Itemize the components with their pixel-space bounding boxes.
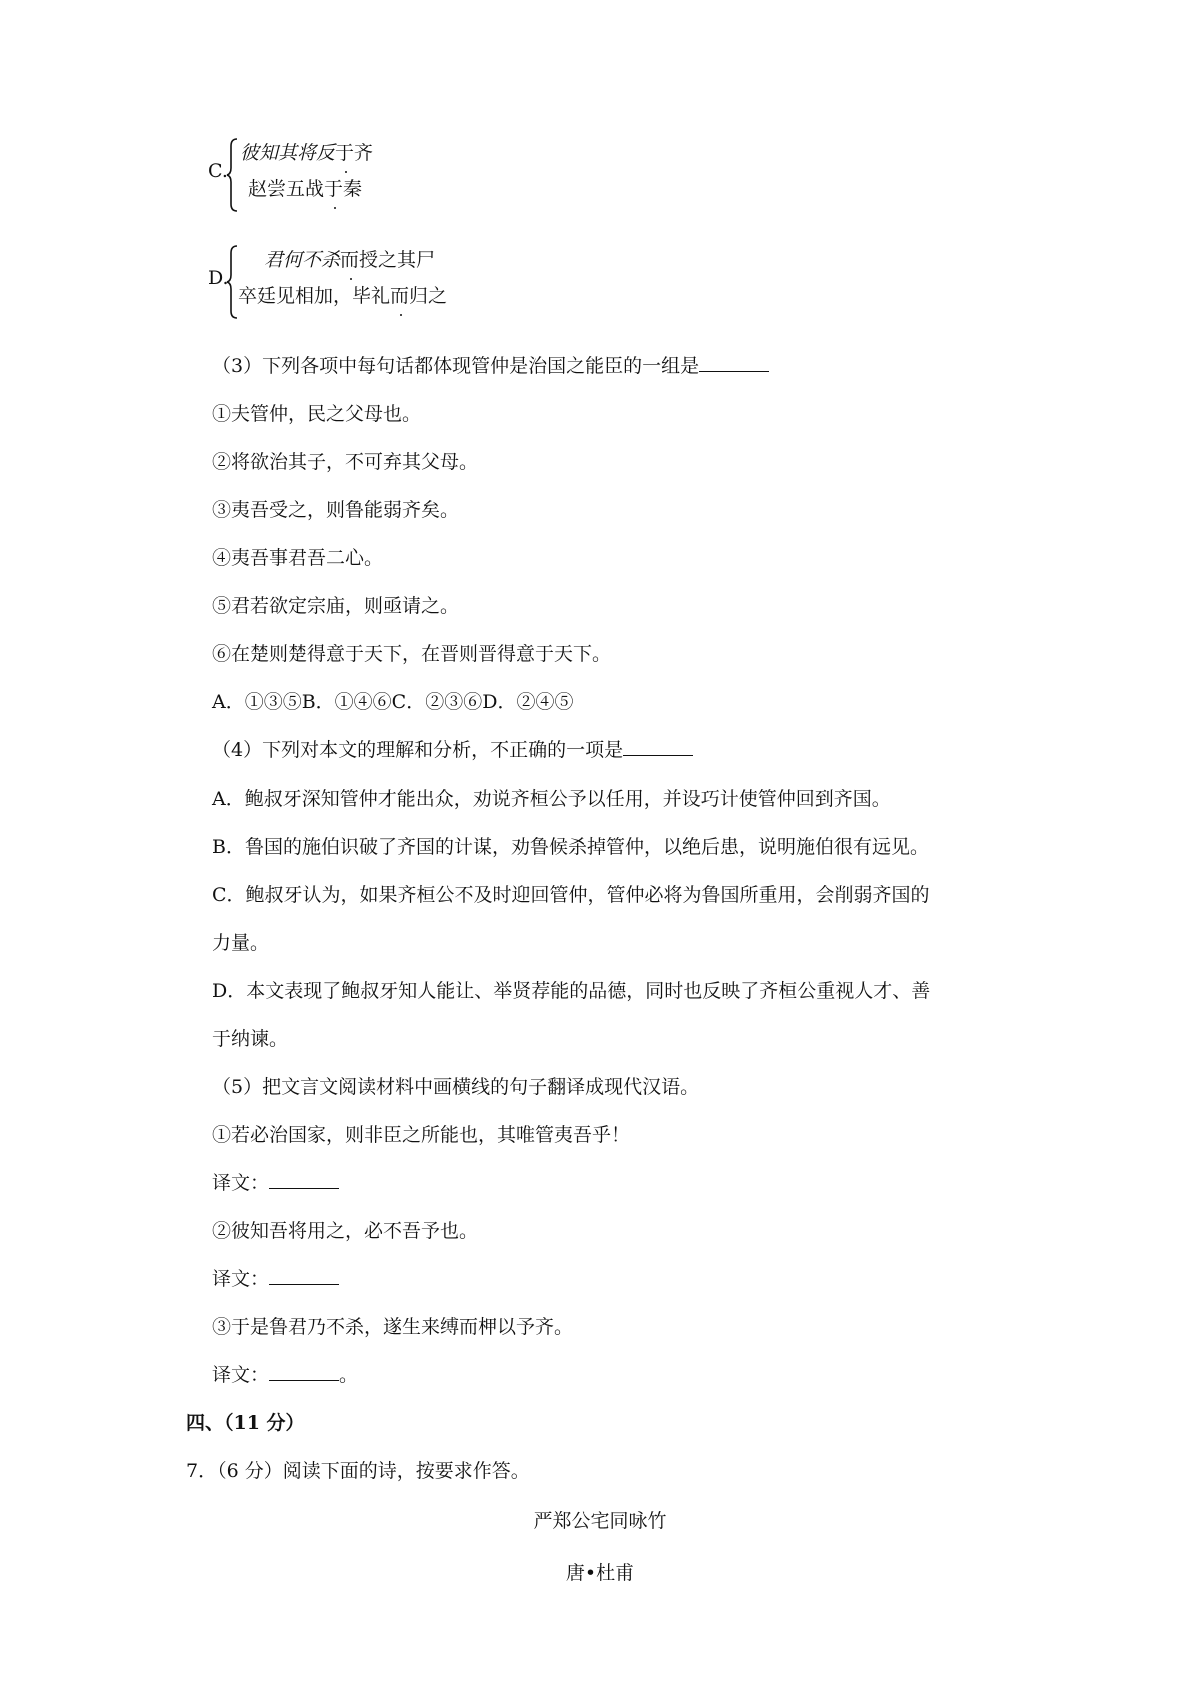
option-c-letter: C. (208, 160, 228, 182)
q3-answer-blank[interactable] (699, 353, 769, 372)
translation-end-mark: 。 (339, 1364, 359, 1386)
translation-label: 译文： (212, 1364, 270, 1386)
option-c-line1-post: 齐 (354, 142, 374, 164)
option-c-line1-italic: 彼知其将反 (240, 142, 336, 164)
option-c (208, 138, 608, 212)
q3-item-5: ⑤君若欲定宗庙，则亟请之。 (212, 595, 460, 617)
q4-option-d-line2: 于纳谏。 (212, 1028, 289, 1050)
option-d-line1-italic: 君何不杀 (264, 249, 341, 271)
q3-choices: A．①③⑤B．①④⑥C．②③⑥D．②④⑤ (212, 691, 574, 713)
option-c-line2-dot: 于 (324, 178, 344, 200)
option-d-line2-pre: 卒廷见相加，毕礼 (238, 285, 391, 307)
section-heading: 四、（11 分） (186, 1412, 305, 1434)
option-d-line2-post: 归之 (409, 285, 448, 307)
q5-translation-2 (212, 1264, 339, 1291)
translation-blank-2[interactable] (269, 1266, 339, 1285)
option-d (208, 245, 608, 319)
q4-answer-blank[interactable] (623, 737, 693, 756)
option-c-line1-dot: 于 (335, 142, 355, 164)
option-d-line1-post: 授之其尸 (359, 249, 436, 271)
q7-prompt: 7．（6 分）阅读下面的诗，按要求作答。 (186, 1460, 530, 1482)
q4-option-c-line2: 力量。 (212, 932, 270, 954)
poem-author: 唐•杜甫 (565, 1562, 635, 1584)
q4-option-c-line1: C．鲍叔牙认为，如果齐桓公不及时迎回管仲，管仲必将为鲁国所重用，会削弱齐国的 (212, 884, 930, 906)
translation-label: 译文： (212, 1268, 270, 1290)
q3-item-6: ⑥在楚则楚得意于天下，在晋则晋得意于天下。 (212, 643, 612, 665)
q3-item-1: ①夫管仲，民之父母也。 (212, 403, 422, 425)
q5-prompt: （5）把文言文阅读材料中画横线的句子翻译成现代汉语。 (212, 1076, 700, 1098)
option-d-line2-dot: 而 (390, 285, 410, 307)
option-c-line1 (240, 138, 373, 165)
option-d-line1-dot: 而 (340, 249, 360, 271)
q5-sentence-2: ②彼知吾将用之，必不吾予也。 (212, 1220, 479, 1242)
option-d-line2 (238, 281, 447, 308)
q4-option-d-line1: D．本文表现了鲍叔牙知人能让、举贤荐能的品德，同时也反映了齐桓公重视人才、善 (212, 980, 931, 1002)
translation-blank-1[interactable] (269, 1170, 339, 1189)
option-c-line2-post: 秦 (343, 178, 363, 200)
q3-prompt (212, 351, 769, 378)
q3-item-3: ③夷吾受之，则鲁能弱齐矣。 (212, 499, 460, 521)
brace-icon (226, 245, 238, 319)
option-d-letter: D. (208, 267, 229, 289)
q5-sentence-3: ③于是鲁君乃不杀，遂生来缚而柙以予齐。 (212, 1316, 574, 1338)
q5-translation-1 (212, 1168, 339, 1195)
q4-prompt (212, 735, 693, 762)
brace-icon (226, 138, 238, 212)
option-d-line1 (264, 245, 435, 272)
q5-sentence-1: ①若必治国家，则非臣之所能也，其唯管夷吾乎！ (212, 1124, 631, 1146)
translation-blank-3[interactable] (269, 1362, 339, 1381)
q5-translation-3 (212, 1360, 358, 1387)
q4-option-b: B．鲁国的施伯识破了齐国的计谋，劝鲁候杀掉管仲，以绝后患，说明施伯很有远见。 (212, 836, 929, 858)
q4-prompt-text: （4）下列对本文的理解和分析，不正确的一项是 (212, 739, 624, 761)
q3-prompt-text: （3）下列各项中每句话都体现管仲是治国之能臣的一组是 (212, 355, 700, 377)
q4-option-a: A．鲍叔牙深知管仲才能出众，劝说齐桓公予以任用，并设巧计使管仲回到齐国。 (212, 788, 891, 810)
poem-title: 严郑公宅同咏竹 (533, 1510, 667, 1532)
option-c-line2 (248, 174, 362, 201)
translation-label: 译文： (212, 1172, 270, 1194)
q3-item-4: ④夷吾事君吾二心。 (212, 547, 384, 569)
option-c-line2-pre: 赵尝五战 (248, 178, 325, 200)
q3-item-2: ②将欲治其子，不可弃其父母。 (212, 451, 479, 473)
